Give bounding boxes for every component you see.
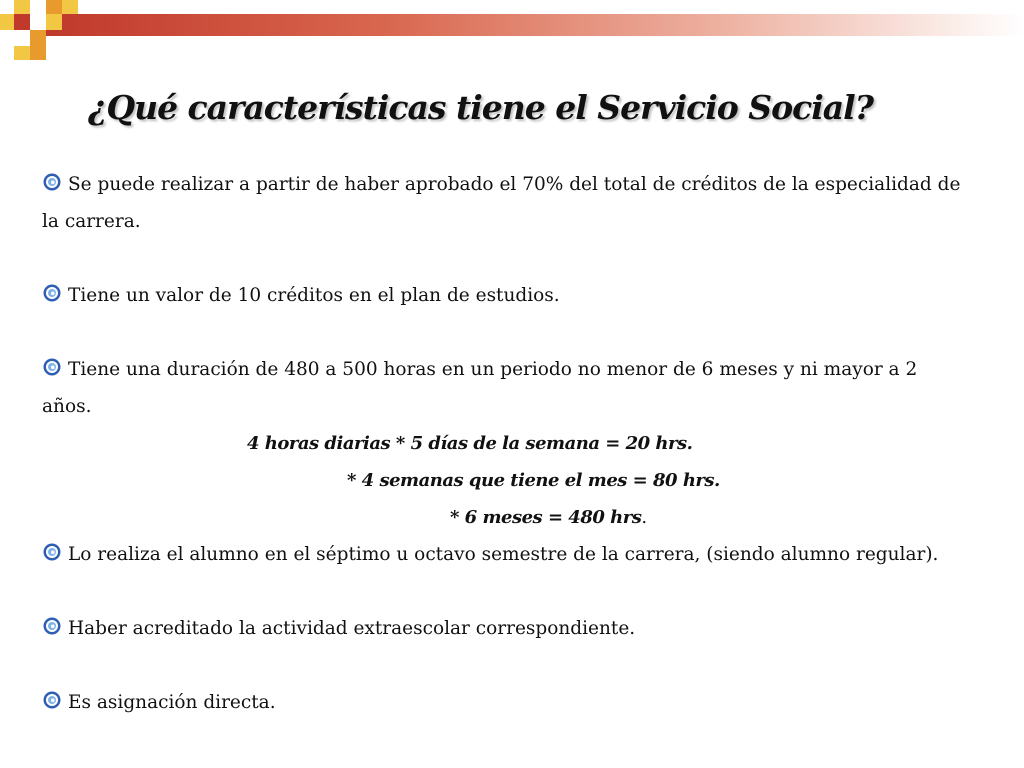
corner-square-3 (62, 0, 78, 14)
bullet-item-4 (42, 536, 972, 573)
bullet-item-3 (42, 351, 972, 425)
corner-square-9 (30, 46, 46, 60)
slide-content (42, 166, 972, 721)
calculation-line-3-suffix: . (641, 507, 647, 528)
slide-title: ¿Qué características tiene el Servicio Social? (88, 88, 874, 127)
corner-square-5 (14, 14, 30, 30)
bullet-text-5: Haber acreditado la actividad extraescolar correspondiente. (68, 618, 636, 639)
calculation-line-1: 4 horas diarias * 5 días de la semana = 20 hrs. (247, 433, 693, 454)
bullet-text-1: Se puede realizar a partir de haber aprobado el 70% del total de créditos de la especialidad de la carrera. (42, 174, 961, 232)
calculation-line-3-text: * 6 meses = 480 hrs (450, 507, 642, 528)
corner-square-7 (30, 30, 46, 46)
calculation-line-2: * 4 semanas que tiene el mes = 80 hrs. (347, 470, 720, 491)
calculation-line-3 (42, 499, 972, 536)
bullet-item-6 (42, 684, 972, 721)
corner-square-1 (14, 0, 30, 14)
bullet-item-1 (42, 166, 972, 240)
spiral-bullet-icon (42, 357, 62, 377)
bullet-item-2 (42, 277, 972, 314)
bullet-text-6: Es asignación directa. (68, 692, 276, 713)
bullet-text-2: Tiene un valor de 10 créditos en el plan de estudios. (68, 285, 560, 306)
corner-square-2 (46, 0, 62, 14)
corner-square-6 (46, 14, 62, 30)
spiral-bullet-icon (42, 283, 62, 303)
spiral-bullet-icon (42, 542, 62, 562)
corner-square-8 (14, 46, 30, 60)
spiral-bullet-icon (42, 616, 62, 636)
spiral-bullet-icon (42, 690, 62, 710)
gradient-header-bar (46, 14, 1024, 36)
corner-square-4 (0, 14, 14, 30)
bullet-text-3: Tiene una duración de 480 a 500 horas en un periodo no menor de 6 meses y ni mayor a 2 años. (42, 359, 918, 417)
spiral-bullet-icon (42, 172, 62, 192)
header-decoration (0, 0, 1024, 60)
bullet-text-4: Lo realiza el alumno en el séptimo u octavo semestre de la carrera, (siendo alumno regular). (68, 544, 939, 565)
bullet-item-5 (42, 610, 972, 647)
